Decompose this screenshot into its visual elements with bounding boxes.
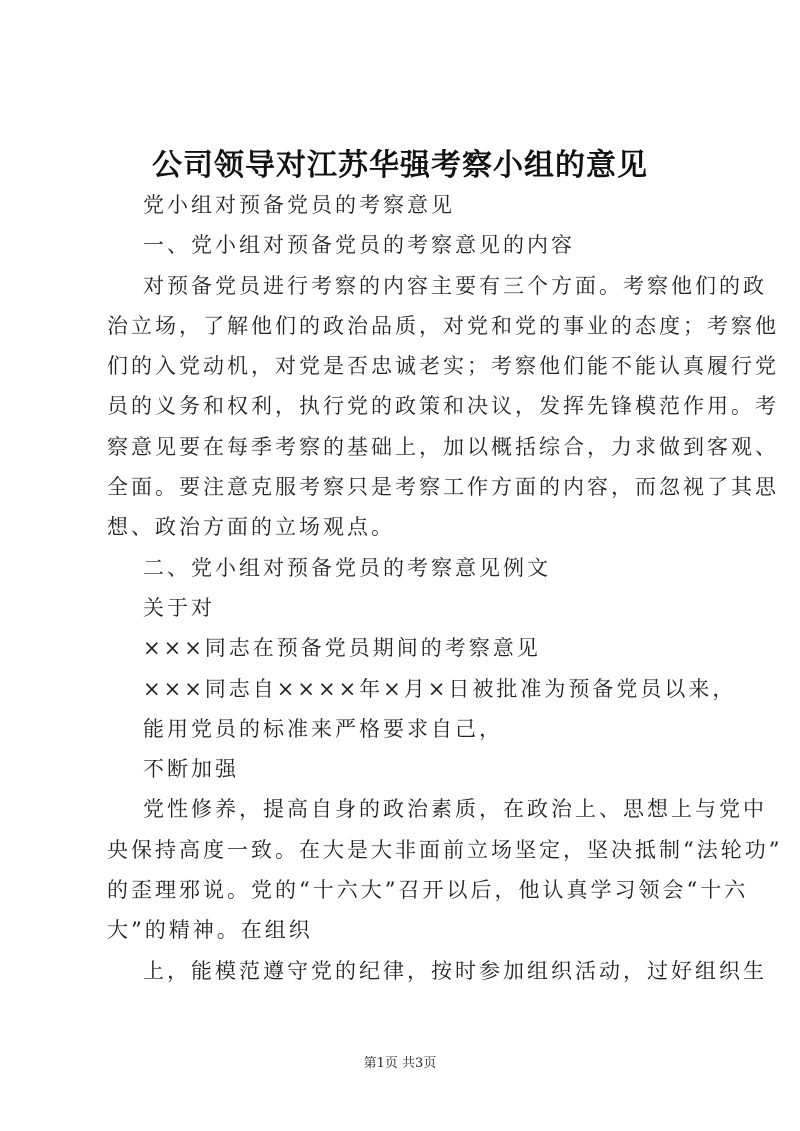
page-footer: 第1页 共3页	[363, 1056, 437, 1071]
text-line: 的歪理邪说。党的“十六大”召开以后，他认真学习领会“十六	[107, 878, 749, 903]
text-line: 上，能模范遵守党的纪律，按时参加组织活动，过好组织生	[143, 958, 767, 983]
text-line: 对预备党员进行考察的内容主要有三个方面。考察他们的政	[143, 273, 767, 298]
text-line: 二、党小组对预备党员的考察意见例文	[143, 555, 551, 580]
text-line: ×××同志在预备党员期间的考察意见	[143, 636, 541, 661]
text-line: 想、政治方面的立场观点。	[107, 515, 395, 540]
text-line: 关于对	[143, 595, 215, 620]
text-line: 治立场，了解他们的政治品质，对党和党的事业的态度；考察他	[107, 313, 779, 338]
document-title: 公司领导对江苏华强考察小组的意见	[152, 148, 648, 183]
text-line: 能用党员的标准来严格要求自己，	[143, 716, 503, 741]
text-line: 大”的精神。在组织	[107, 918, 313, 943]
text-line: 党小组对预备党员的考察意见	[143, 193, 455, 217]
text-line: ×××同志自××××年×月×日被批准为预备党员以来，	[143, 676, 737, 701]
text-line: 员的义务和权利，执行党的政策和决议，发挥先锋模范作用。考	[107, 394, 779, 419]
text-line: 央保持高度一致。在大是大非面前立场坚定，坚决抵制“法轮功”	[107, 837, 783, 862]
text-line: 察意见要在每季考察的基础上，加以概括综合，力求做到客观、	[107, 434, 779, 459]
text-line: 党性修养，提高自身的政治素质，在政治上、思想上与党中	[143, 797, 767, 822]
text-line: 一、党小组对预备党员的考察意见的内容	[143, 233, 575, 258]
text-line: 全面。要注意克服考察只是考察工作方面的内容，而忽视了其思	[107, 475, 779, 500]
text-line: 不断加强	[143, 757, 239, 782]
document-body	[107, 185, 783, 991]
text-line: 们的入党动机，对党是否忠诚老实；考察他们能不能认真履行党	[107, 354, 779, 379]
